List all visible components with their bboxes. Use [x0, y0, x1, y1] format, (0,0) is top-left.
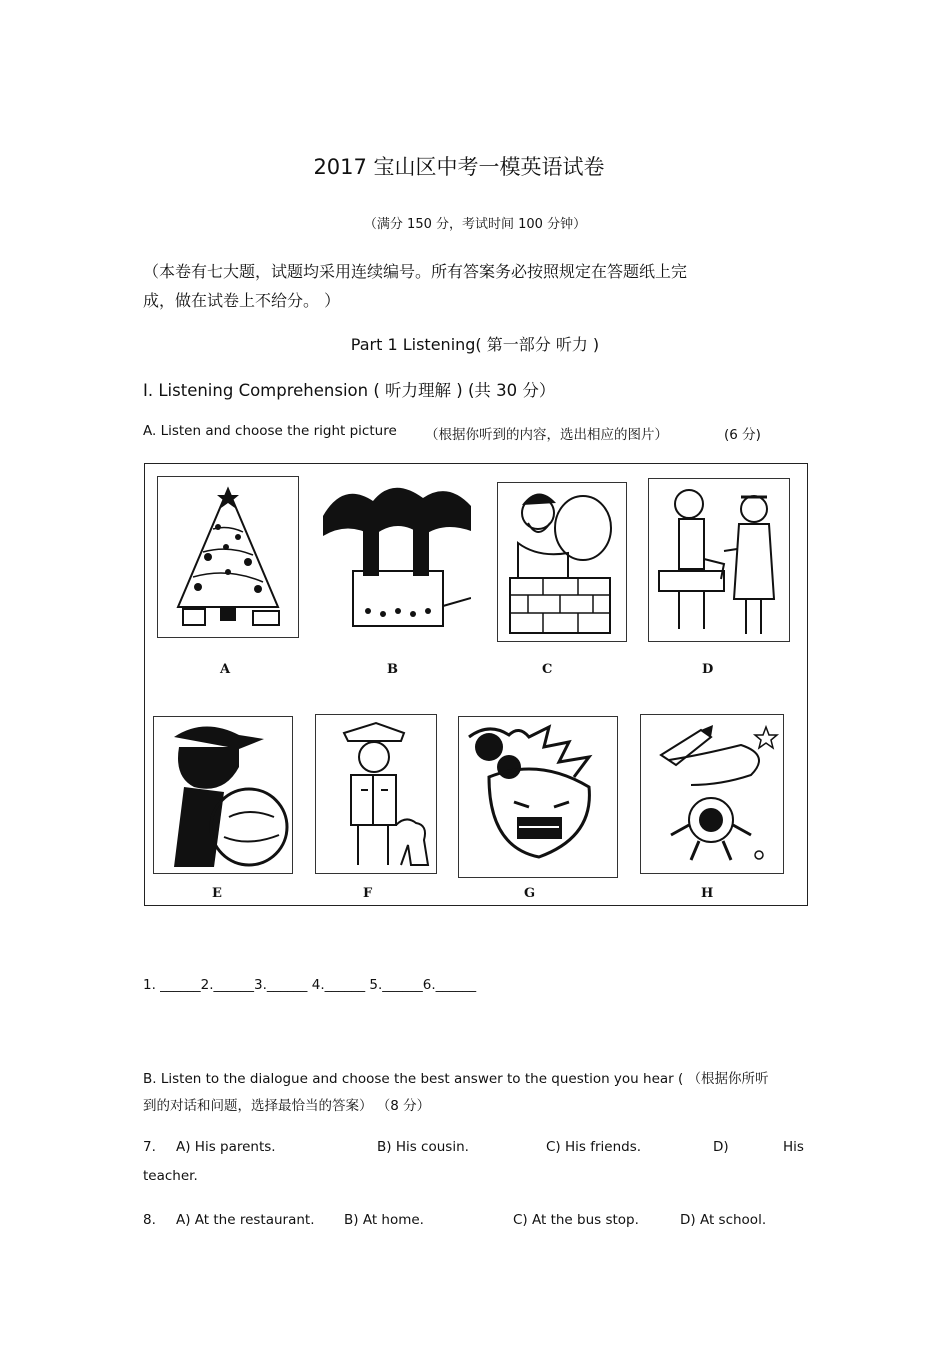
section1-title: I. Listening Comprehension ( 听力理解 ) (共 30 分）	[143, 381, 556, 400]
santa-chimney-icon	[497, 482, 627, 642]
part1-title: Part 1 Listening( 第一部分 听力 )	[350, 335, 600, 354]
section-a-cn: （根据你听到的内容，选出相应的图片）	[425, 427, 668, 443]
question-8-option-a: A) At the restaurant.	[176, 1212, 315, 1228]
picture-label-g: G	[524, 886, 536, 901]
exam-instructions	[143, 257, 783, 315]
instructions-line-2: 成，做在试卷上不给分。 ）	[143, 291, 341, 310]
section-a-points: (6 分)	[724, 427, 761, 443]
section-b-line-2: 到的对话和问题，选择最恰当的答案） （8 分）	[143, 1098, 431, 1114]
astronaut-rocket-icon	[640, 714, 784, 874]
question-7-option-c: C) His friends.	[546, 1139, 642, 1155]
picture-label-h: H	[701, 886, 714, 901]
section-a-heading	[143, 423, 761, 443]
question-7-option-b: B) His cousin.	[377, 1139, 469, 1155]
factory-smoke-icon	[323, 476, 471, 636]
answer-blanks: 1. ______2.______3.______ 4.______ 5.______6.______	[143, 977, 477, 993]
question-8-option-d: D) At school.	[680, 1212, 767, 1228]
question-7-number: 7.	[143, 1139, 156, 1155]
exam-subtitle: （满分 150 分，考试时间 100 分钟）	[363, 217, 587, 232]
question-7-option-d-tail: His	[783, 1139, 804, 1155]
section-b-line-1: B. Listen to the dialogue and choose the best answer to the question you hear ( （根据你所听	[143, 1071, 769, 1087]
question-7-option-d: D)	[713, 1139, 729, 1155]
picture-label-f: F	[363, 886, 373, 901]
question-8-option-b: B) At home.	[344, 1212, 424, 1228]
picture-label-c: C	[542, 662, 553, 677]
picture-grid	[144, 463, 808, 906]
thief-icon	[153, 716, 293, 874]
section-b-heading	[143, 1066, 803, 1120]
picture-label-e: E	[212, 886, 222, 901]
picture-label-d: D	[702, 662, 714, 677]
question-7-option-d-wrap: teacher.	[143, 1168, 198, 1184]
doctor-patient-icon	[648, 478, 790, 642]
section-a-en: A. Listen and choose the right picture	[143, 423, 397, 439]
question-8-number: 8.	[143, 1212, 156, 1228]
question-8-option-c: C) At the bus stop.	[513, 1212, 639, 1228]
angry-face-icon	[458, 716, 618, 878]
picture-label-b: B	[387, 662, 398, 677]
policeman-dog-icon	[315, 714, 437, 874]
christmas-tree-icon	[157, 476, 299, 638]
question-7-option-a: A) His parents.	[176, 1139, 276, 1155]
picture-label-a: A	[220, 662, 231, 677]
instructions-line-1: （本卷有七大题，试题均采用连续编号。所有答案务必按照规定在答题纸上完	[143, 262, 688, 281]
page-title: 2017 宝山区中考一模英语试卷	[313, 155, 605, 179]
